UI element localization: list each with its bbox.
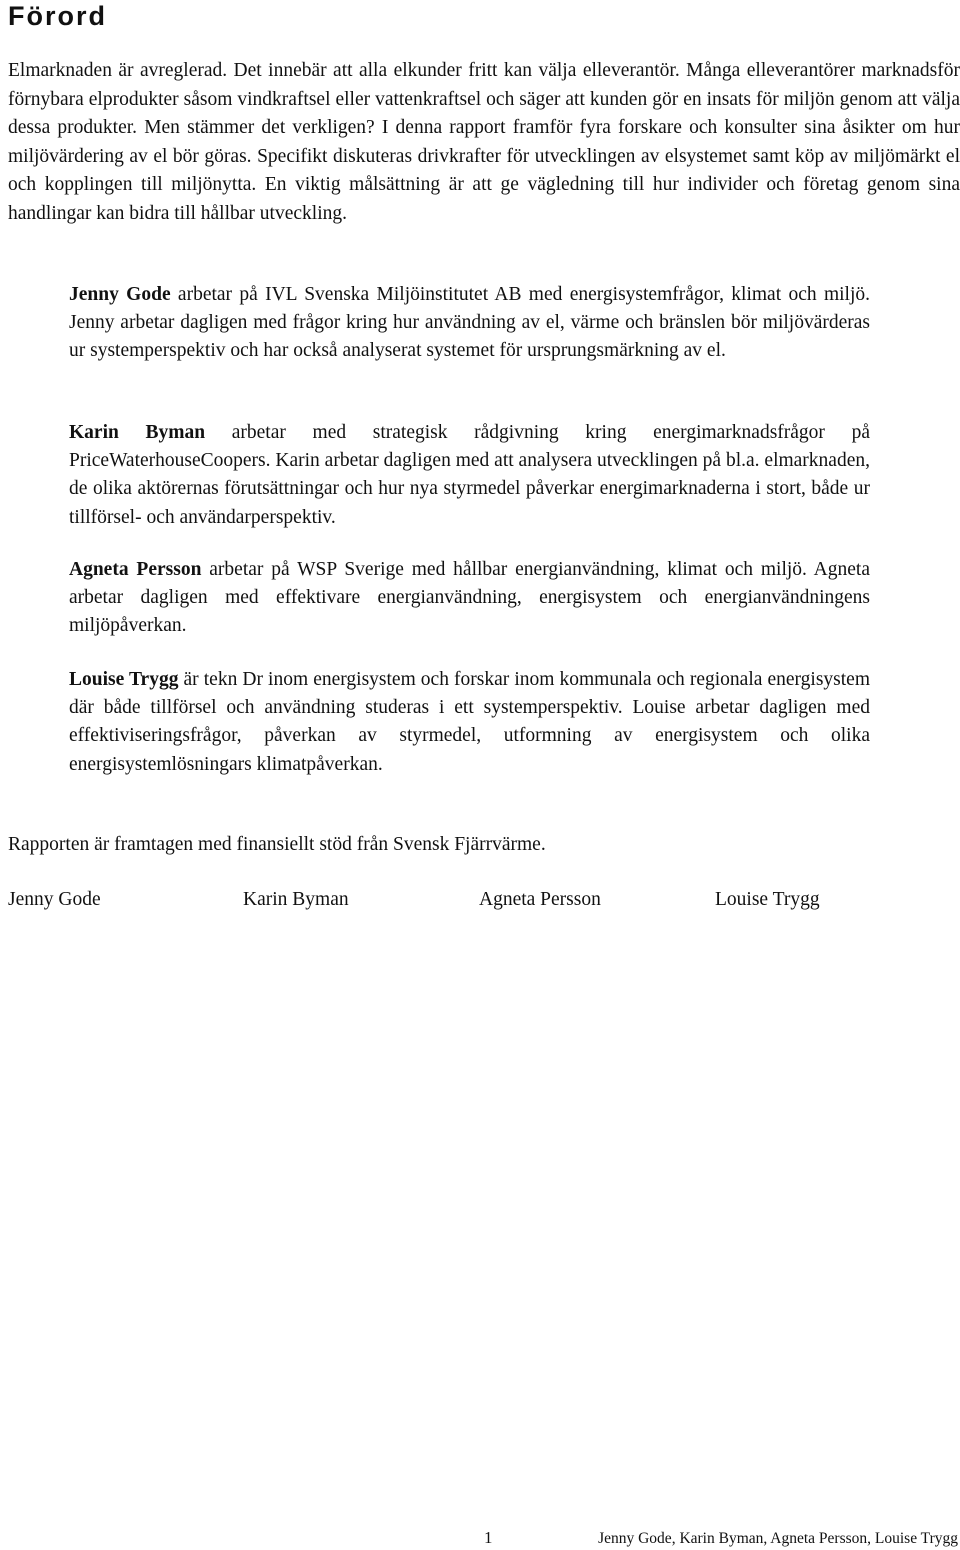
funding-statement: Rapporten är framtagen med finansiellt stöd från Svensk Fjärrvärme. — [8, 834, 546, 855]
author-bio-karin-byman — [69, 419, 870, 532]
author-name: Jenny Gode — [69, 284, 171, 305]
author-name: Agneta Persson — [69, 559, 202, 580]
signature-name: Louise Trygg — [715, 889, 820, 910]
author-bio-text: arbetar på IVL Svenska Miljöinstitutet AB med energisystemfrågor, klimat och miljö. Jenny arbetar dagligen med frågor kring hur användning av el, värme och bränslen bör miljövärderas ur systemperspektiv och har också analyserat systemet för ursprungsmärkning av el. — [69, 284, 870, 362]
intro-paragraph: Elmarknaden är avreglerad. Det innebär att alla elkunder fritt kan välja elleverantör. Många elleverantörer marknadsför förnybara elprodukter såsom vindkraftsel eller vattenkraftsel och säger att kunden gör en insats för miljön genom att välja dessa produkter. Men stämmer det verkligen? I denna rapport framför fyra forskare och konsulter sina åsikter om hur miljövärdering av el bör göras. Specifikt diskuteras drivkrafter för utvecklingen av elsystemet samt köp av miljömärkt el och kopplingen till miljönytta. En viktig målsättning är att ge vägledning till hur individer och företag genom sina handlingar kan bidra till hållbar utveckling. — [8, 60, 960, 224]
author-bio-text: arbetar med strategisk rådgivning kring energimarknadsfrågor på PriceWaterhouseCoopers. Karin arbetar dagligen med att analysera utvecklingen på bl.a. elmarknaden, de olika aktörernas förutsättningar och hur nya styrmedel påverkar energimarknaderna i stort, både ur tillförsel- och användarperspektiv. — [69, 422, 870, 528]
author-bio-louise-trygg — [69, 666, 870, 779]
author-name: Louise Trygg — [69, 669, 179, 690]
author-bio-agneta-persson — [69, 556, 870, 641]
footer-authors: Jenny Gode, Karin Byman, Agneta Persson, Louise Trygg — [598, 1530, 958, 1547]
author-name: Karin Byman — [69, 422, 206, 443]
page-number: 1 — [484, 1528, 493, 1547]
author-bio-jenny-gode — [69, 281, 870, 366]
signature-name: Jenny Gode — [8, 889, 101, 910]
author-bio-text: är tekn Dr inom energisystem och forskar inom kommunala och regionala energisystem där både tillförsel och användning studeras i ett systemperspektiv. Louise arbetar dagligen med effektiviseringsfrågor, påverkan av styrmedel, utformning av energisystem och olika energisystemlösningars klimatpåverkan. — [69, 669, 871, 775]
author-bio-text: arbetar på WSP Sverige med hållbar energianvändning, klimat och miljö. Agneta arbetar dagligen med effektivare energianvändning, energisystem och energianvändningens miljöpåverkan. — [69, 559, 870, 637]
signature-name: Agneta Persson — [479, 889, 601, 910]
page-heading: Förord — [8, 1, 107, 31]
signature-name: Karin Byman — [243, 889, 349, 910]
